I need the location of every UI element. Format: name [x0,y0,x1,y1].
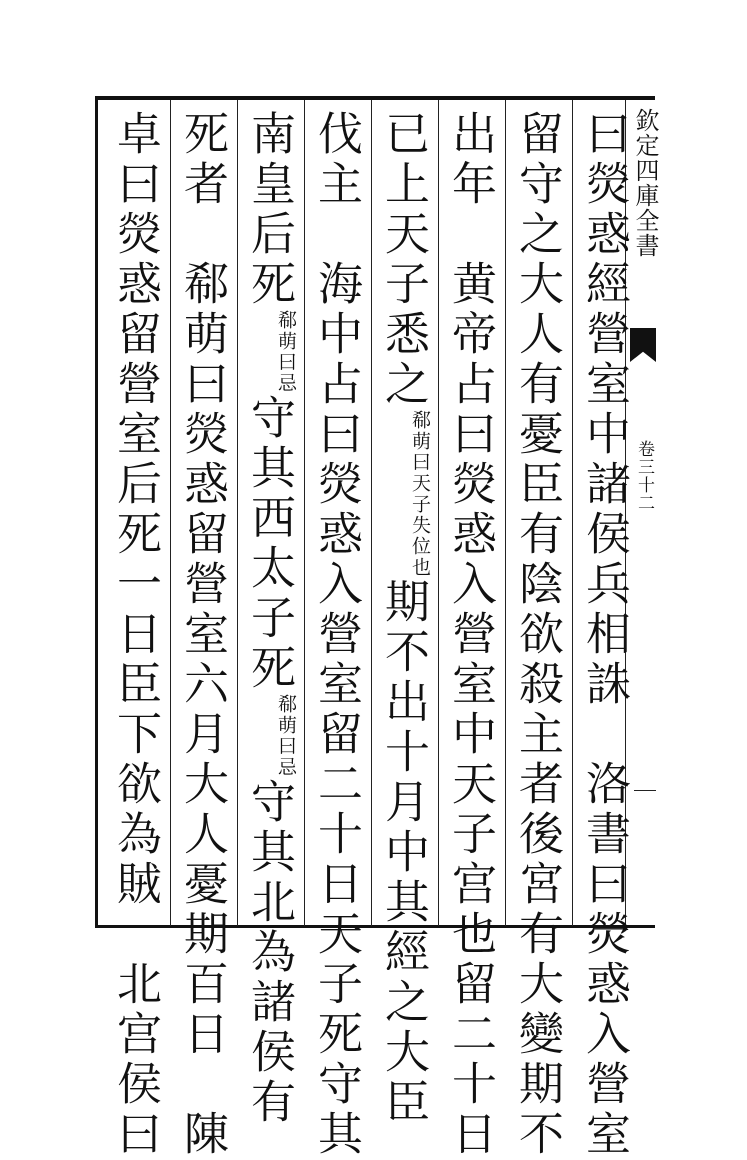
column-text: 南皇后死 [243,110,296,310]
margin-tick [634,790,656,791]
column-rule [572,100,573,926]
text-column-3: 出年 黄帝占曰熒惑入營室中天子宫也留二十日 [444,110,497,1160]
text-column-2: 留守之大人有憂臣有陰欲殺主者後宮有大變期不 [511,110,564,1160]
text-column-4 [377,110,430,1128]
column-rule [237,100,238,926]
book-title: 欽定四庫全書 [631,108,659,258]
text-column-8: 卓曰熒惑留營室后死一日臣下欲為賊 北宫侯曰 [109,110,162,1160]
text-column-5: 伐主 海中占曰熒惑入營室留二十日天子死守其 [310,110,363,1160]
column-text: 已上天子悉之 [377,110,430,410]
text-column-7: 死者 郗萌曰熒惑留營室六月大人憂期百日 陳 [176,110,229,1160]
column-rule [505,100,506,926]
column-rule [304,100,305,926]
text-column-1: 曰熒惑經營室中諸侯兵相誅 洛書曰熒惑入營室 [578,110,631,1160]
column-text: 守其北為諸侯有 [243,778,296,1128]
text-column-6 [243,110,296,1128]
interlinear-note: 郗萌曰天子失位也 [409,410,431,578]
column-rule [170,100,171,926]
column-rule [371,100,372,926]
column-text: 守其西太子死 [243,394,296,694]
interlinear-note: 郗萌曰忌 [275,694,297,778]
column-text: 期不出十月中其經之大臣 [377,578,430,1128]
interlinear-note: 郗萌曰忌 [275,310,297,394]
column-rule [438,100,439,926]
juan-number: 卷三十二 [634,440,654,512]
